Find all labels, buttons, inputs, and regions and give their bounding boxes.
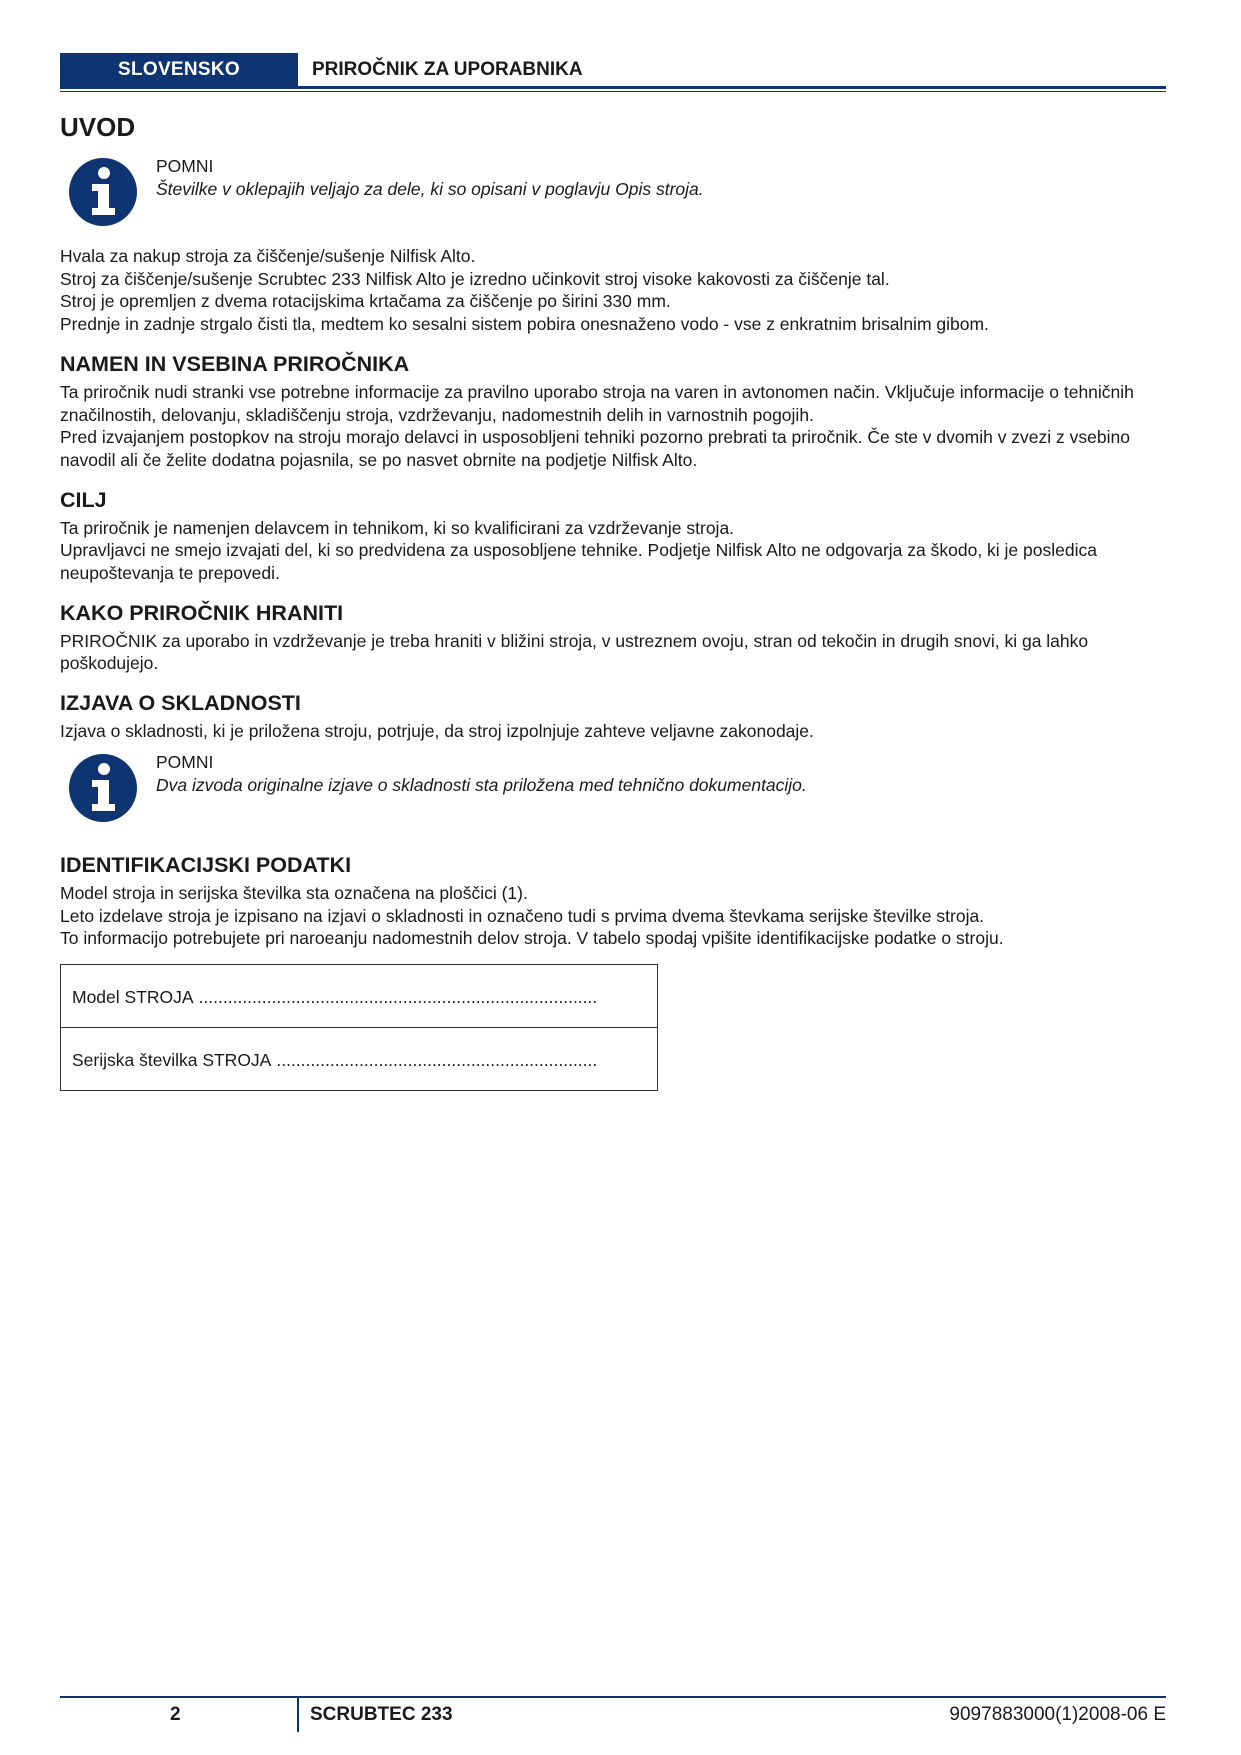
paragraph: Pred izvajanjem postopkov na stroju morajo delavci in usposobljeni tehniki pozorno prebrati ta priročnik. Če ste v dvomih v zvezi z vsebino navodil ali če želite dodatna pojasnila, se po nasvet obrnite na podjetje Nilfisk Alto. (60, 427, 1130, 470)
model-fill-line: .................................................................................. (198, 987, 598, 1008)
note-label: POMNI (156, 156, 214, 176)
intro-paragraphs (60, 245, 1166, 336)
note-body: Dva izvoda originalne izjave o skladnosti sta priložena med tehnično dokumentacijo. (156, 774, 807, 795)
paragraph: Stroj je opremljen z dvema rotacijskima krtačama za čiščenje po širini 330 mm. (60, 291, 671, 312)
section-heading-intro: UVOD (60, 112, 136, 142)
paragraph: Hvala za nakup stroja za čiščenje/sušenje Nilfisk Alto. (60, 246, 476, 266)
info-icon (68, 753, 138, 823)
serial-label: Serijska številka STROJA (72, 1050, 272, 1071)
paragraph: Prednje in zadnje strgalo čisti tla, medtem ko sesalni sistem pobira onesnaženo vodo - vse z enkratnim brisalnim gibom. (60, 314, 989, 335)
section-heading-identification: IDENTIFIKACIJSKI PODATKI (60, 852, 352, 877)
serial-fill-line: .................................................................. (276, 1050, 598, 1071)
footer-rule (60, 1696, 1166, 1698)
section-heading-storage: KAKO PRIROČNIK HRANITI (60, 600, 344, 625)
paragraph: Ta priročnik nudi stranki vse potrebne informacije za pravilno uporabo stroja na varen in avtonomen način. Vključuje informacije o tehničnih značilnostih, delovanju, skladiščenju stroja, vzdrževanju, nadomestnih delih in varnostnih pogojih. (60, 381, 1134, 425)
note-box-intro (60, 155, 1166, 227)
paragraph: To informacijo potrebujete pri naroeanju nadomestnih delov stroja. V tabelo spodaj vpišite identifikacijske podatke o stroju. (60, 928, 1004, 949)
page-content (60, 112, 1166, 1091)
page-number: 2 (170, 1704, 181, 1725)
note-box-conformity (60, 751, 1166, 823)
note-label: POMNI (156, 751, 214, 772)
paragraph: Upravljavci ne smejo izvajati del, ki so predvidena za usposobljene tehnike. Podjetje Nilfisk Alto ne odgovarja za škodo, ki je posledica neupoštevanja te prepovedi. (60, 540, 1097, 584)
footer-divider (297, 1696, 299, 1732)
header-language-tab: SLOVENSKO (60, 53, 298, 86)
section-heading-conformity: IZJAVA O SKLADNOSTI (60, 691, 301, 716)
paragraph: Izjava o skladnosti, ki je priložena stroju, potrjuje, da stroj izpolnjuje zahteve veljavne zakonodaje. (60, 721, 814, 742)
identification-table (60, 964, 658, 1091)
header-rule-thin (60, 91, 1166, 92)
footer-document-code: 9097883000(1)2008-06 E (949, 1704, 1166, 1725)
note-text-conformity (156, 751, 807, 796)
model-label: Model STROJA (72, 987, 194, 1008)
note-body: Številke v oklepajih veljajo za dele, ki so opisani v poglavju Opis stroja. (156, 178, 704, 199)
header-title: PRIROČNIK ZA UPORABNIKA (312, 58, 583, 80)
note-text-intro (156, 155, 704, 200)
paragraph: PRIROČNIK za uporabo in vzdrževanje je treba hraniti v bližini stroja, v ustreznem ovoju, stran od tekočin in drugih snovi, ki ga lahko poškodujejo. (60, 630, 1089, 674)
paragraph: Ta priročnik je namenjen delavcem in tehnikom, ki so kvalificirani za vzdrževanje stroja. (60, 517, 735, 538)
footer-product-name: SCRUBTEC 233 (310, 1704, 453, 1725)
paragraph: Leto izdelave stroja je izpisano na izjavi o skladnosti in označeno tudi s prvima dvema števkama serijske številke stroja. (60, 905, 985, 926)
section-heading-goal: CILJ (60, 487, 107, 512)
serial-row[interactable] (61, 1027, 657, 1090)
model-row[interactable] (61, 965, 657, 1027)
paragraph: Model stroja in serijska številka sta označena na ploščici (1). (60, 882, 528, 903)
header-rule-thick (60, 86, 1166, 89)
section-heading-purpose: NAMEN IN VSEBINA PRIROČNIKA (60, 351, 410, 376)
info-icon (68, 157, 138, 227)
paragraph: Stroj za čiščenje/sušenje Scrubtec 233 Nilfisk Alto je izredno učinkovit stroj visoke kakovosti za čiščenje tal. (60, 268, 890, 289)
